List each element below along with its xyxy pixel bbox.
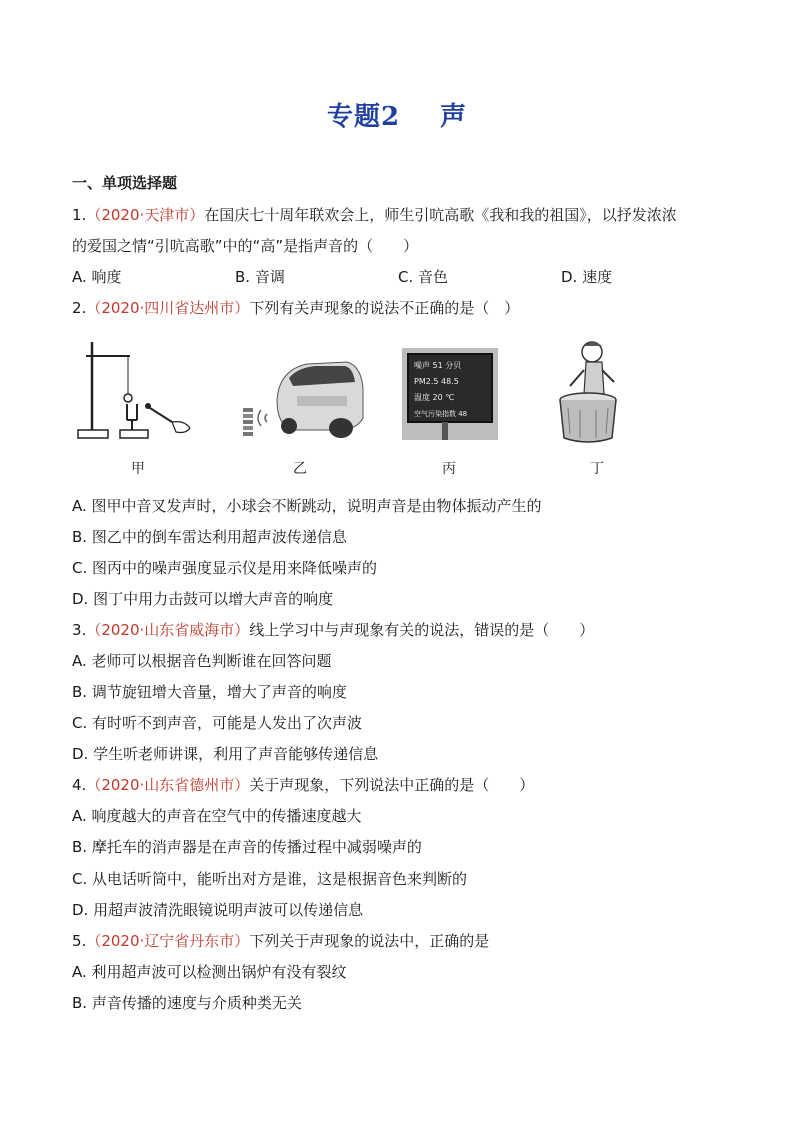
topic-number: 专题2: [326, 102, 401, 132]
caption-bing: 丙: [442, 461, 456, 477]
question-3-stem: [72, 620, 594, 640]
question-number: 5.: [72, 932, 87, 950]
display-line-1: 噪声 51 分贝: [414, 361, 462, 370]
question-2-option-a: A. 图甲中音叉发声时，小球会不断跳动，说明声音是由物体振动产生的: [72, 497, 542, 515]
drum-figure: [550, 338, 630, 448]
question-4-option-a: A. 响度越大的声音在空气中的传播速度越大: [72, 807, 362, 825]
question-2-figures: [72, 338, 652, 478]
question-2-option-d: D. 图丁中用力击鼓可以增大声音的响度: [72, 590, 334, 608]
question-text: 下列关于声现象的说法中，正确的是: [249, 932, 490, 950]
question-number: 1.: [72, 206, 87, 224]
option-c: C. 音色: [398, 268, 449, 286]
option-d: D. 速度: [561, 268, 613, 286]
question-4-option-b: B. 摩托车的消声器是在声音的传播过程中减弱噪声的: [72, 838, 422, 856]
topic-name: 声: [440, 102, 468, 132]
caption-yi: 乙: [293, 461, 307, 477]
question-3-option-c: C. 有时听不到声音，可能是人发出了次声波: [72, 714, 363, 732]
question-number: 4.: [72, 776, 87, 794]
question-2-option-b: B. 图乙中的倒车雷达利用超声波传递信息: [72, 528, 347, 546]
question-source: （2020·山东省德州市）: [86, 776, 250, 794]
car-radar-figure: [237, 338, 367, 448]
question-4-option-c: C. 从电话听筒中，能听出对方是谁，这是根据音色来判断的: [72, 870, 468, 888]
question-2-stem: [72, 298, 519, 318]
question-5-option-b: B. 声音传播的速度与介质种类无关: [72, 994, 302, 1012]
question-source: （2020·山东省威海市）: [86, 621, 250, 639]
question-number: 3.: [72, 621, 87, 639]
display-line-2: PM2.5 48.5: [414, 377, 459, 386]
question-5-stem: [72, 931, 489, 951]
question-source: （2020·辽宁省丹东市）: [86, 932, 250, 950]
question-2-option-c: C. 图丙中的噪声强度显示仪是用来降低噪声的: [72, 559, 378, 577]
question-text: 关于声现象，下列说法中正确的是（ ）: [249, 776, 535, 794]
question-text: 线上学习中与声现象有关的说法，错误的是（ ）: [249, 621, 595, 639]
question-3-option-d: D. 学生听老师讲课，利用了声音能够传递信息: [72, 745, 379, 763]
question-5-option-a: A. 利用超声波可以检测出锅炉有没有裂纹: [72, 963, 347, 981]
display-line-3: 温度 20 ℃: [414, 393, 455, 402]
question-1-options: [72, 266, 732, 287]
page-title: [0, 96, 794, 133]
noise-display-figure: [402, 338, 502, 448]
question-source: （2020·天津市）: [86, 206, 205, 224]
option-b: B. 音调: [235, 268, 285, 286]
caption-ding: 丁: [590, 461, 604, 477]
question-4-option-d: D. 用超声波清洗眼镜说明声波可以传递信息: [72, 901, 364, 919]
question-source: （2020·四川省达州市）: [86, 299, 250, 317]
display-line-4: 空气污染指数 48: [414, 410, 468, 418]
question-3-option-b: B. 调节旋钮增大音量，增大了声音的响度: [72, 683, 347, 701]
question-1-line-2: 的爱国之情“引吭高歌”中的“高”是指声音的（ ）: [72, 237, 419, 255]
section-heading: 一、单项选择题: [72, 174, 178, 192]
caption-jia: 甲: [131, 461, 145, 477]
question-3-option-a: A. 老师可以根据音色判断谁在回答问题: [72, 652, 332, 670]
option-a: A. 响度: [72, 268, 122, 286]
tuning-fork-figure: [72, 338, 202, 448]
question-text: 在国庆七十周年联欢会上，师生引吭高歌《我和我的祖国》，以抒发浓浓: [204, 206, 677, 224]
question-4-stem: [72, 775, 534, 795]
question-1-line-1: [72, 205, 677, 225]
question-text: 下列有关声现象的说法不正确的是（ ）: [249, 299, 520, 317]
question-number: 2.: [72, 299, 87, 317]
